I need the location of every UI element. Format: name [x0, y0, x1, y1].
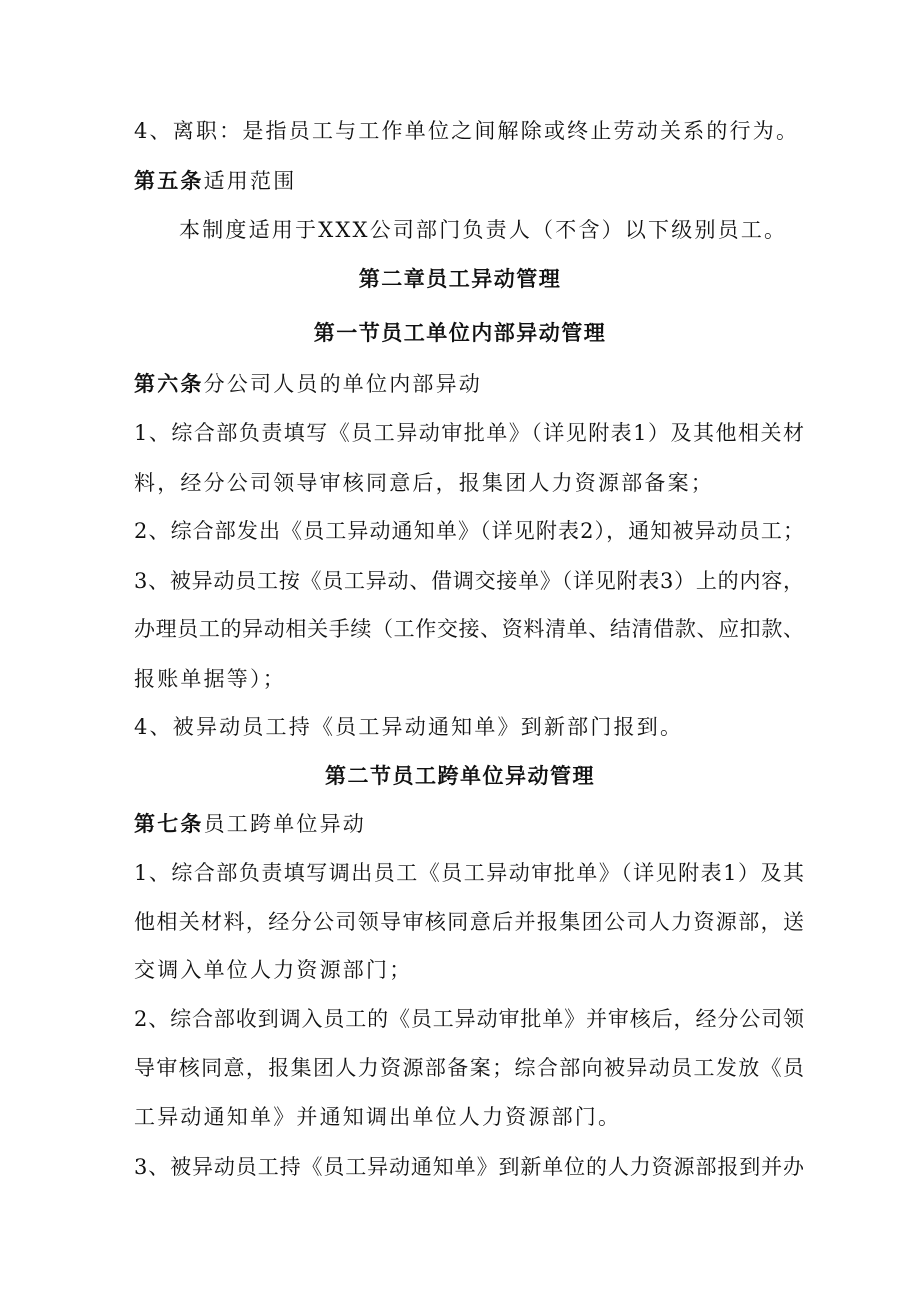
paragraph-resignation-definition: 4、离职：是指员工与工作单位之间解除或终止劳动关系的行为。: [134, 119, 800, 143]
paragraph-text-line: 4、被异动员工持《员工异动通知单》到新部门报到。: [134, 715, 684, 739]
article-7-number: 第七条: [134, 811, 204, 836]
paragraph-text-line: 2、综合部收到调入员工的《员工异动审批单》并审核后，经分公司领: [134, 1007, 804, 1031]
article-6-number: 第六条: [134, 371, 204, 396]
paragraph-text-line: 交调入单位人力资源部门；: [134, 958, 413, 982]
section-2-heading: 第二节员工跨单位异动管理: [325, 763, 595, 788]
paragraph-text-line: 报账单据等）；: [134, 667, 286, 691]
paragraph-text-line: 2、综合部发出《员工异动通知单》（详见附表2），通知被异动员工；: [134, 519, 804, 543]
article-7-title: 员工跨单位异动: [203, 812, 367, 836]
paragraph-text-line: 他相关材料，经分公司领导审核同意后并报集团公司人力资源部，送: [134, 910, 804, 934]
paragraph-scope: 本制度适用于XXX公司部门负责人（不含）以下级别员工。: [179, 218, 788, 242]
paragraph-text-line: 1、综合部负责填写《员工异动审批单》（详见附表1）及其他相关材: [134, 421, 804, 445]
paragraph-text-line: 办理员工的异动相关手续（工作交接、资料清单、结清借款、应扣款、: [134, 617, 804, 641]
section-1-heading: 第一节员工单位内部异动管理: [313, 320, 607, 345]
paragraph-text-line: 工异动通知单》并通知调出单位人力资源部门。: [134, 1105, 622, 1129]
paragraph-text-line: 3、被异动员工持《员工异动通知单》到新单位的人力资源部报到并办: [134, 1155, 804, 1179]
article-5-number: 第五条: [134, 168, 204, 193]
article-5-title: 适用范围: [203, 169, 297, 193]
paragraph-text-line: 导审核同意，报集团人力资源部备案；综合部向被异动员工发放《员: [134, 1056, 804, 1080]
article-6-title: 分公司人员的单位内部异动: [203, 372, 483, 396]
paragraph-text-line: 3、被异动员工按《员工异动、借调交接单》（详见附表3）上的内容，: [134, 569, 804, 593]
article-7-heading: [134, 809, 804, 839]
article-5-heading: [134, 166, 804, 196]
paragraph-text-line: 料，经分公司领导审核同意后，报集团人力资源部备案；: [134, 471, 714, 495]
article-6-heading: [134, 369, 804, 399]
chapter-2-heading: 第二章员工异动管理: [358, 266, 562, 291]
paragraph-text-line: 1、综合部负责填写调出员工《员工异动审批单》（详见附表1）及其: [134, 861, 804, 885]
